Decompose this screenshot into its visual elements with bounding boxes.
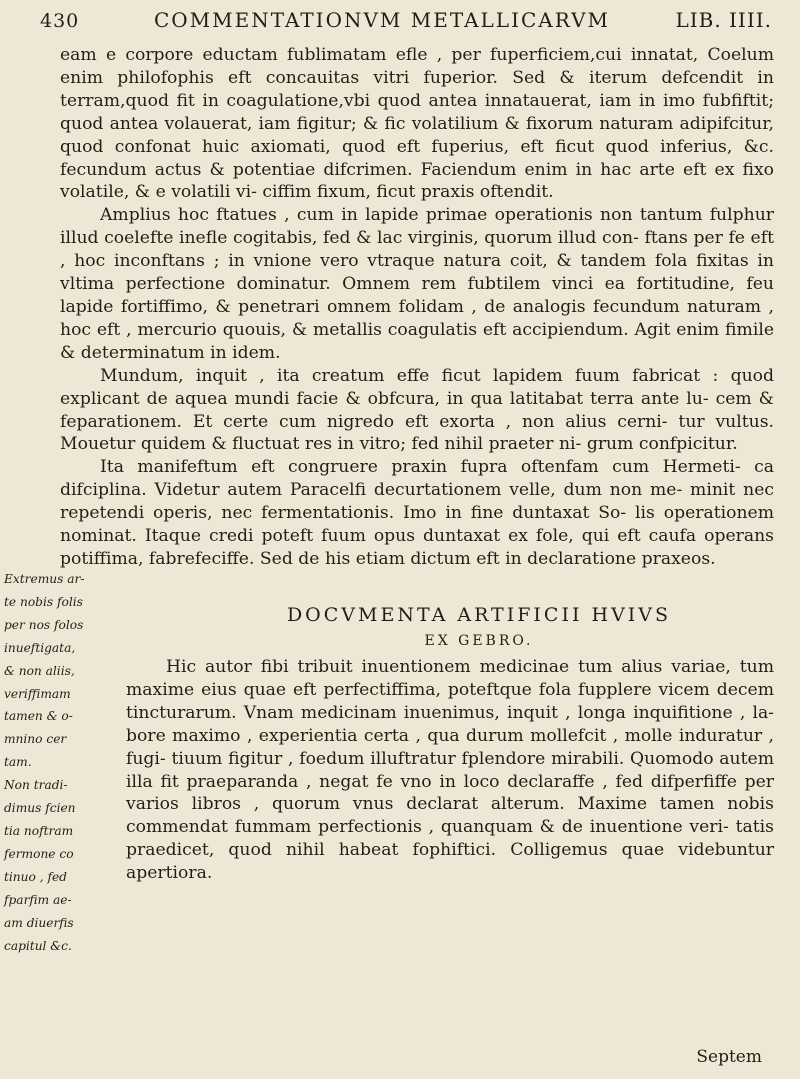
paragraph: Ita manifeftum eft congruere praxin fupra oftenfam cum Hermeti- ca difciplina. Videtur autem Paracelfi decurtationem velle, dum non me- minit nec repetendi operis, nec fermentationis. Imo in fine duntaxat So- lis operationem nominat. Itaque credi poteft fuum opus duntaxat ex fole, qui eft caufa operans potiffima, fabrefeciffe. Sed de his etiam dictum eft in declaratione praxeos.	[60, 457, 774, 569]
margin-note-line: tia noftram	[4, 823, 74, 838]
paragraph: eam e corpore eductam fublimatam efle , per fuperficiem,cui innatat, Coelum enim philofophis eft concauitas vitri fuperior. Sed & iterum defcendit in terram,quod fit in coagulatione,vbi quod antea innatauerat, iam in imo fubfiftit; quod antea volauerat, iam figitur; & fic volatilium & fixorum naturam adipifcitur, quod confonat huic axiomati, quod eft fuperius, eft ficut quod inferius, &c. fecundum actus & potentiae difcrimen. Faciendum enim in hac arte eft ex fixo volatile, & e volatili vi- ciffim fixum, ficut praxis oftendit.	[60, 45, 774, 203]
margin-note-line: te nobis folis	[4, 594, 83, 609]
margin-note-line: inueftigata,	[4, 640, 76, 655]
margin-note-line: Extremus ar-	[4, 572, 85, 586]
margin-note-line: & non aliis,	[4, 663, 75, 678]
section-text	[126, 656, 774, 885]
main-text	[60, 44, 774, 571]
margin-note-line: tamen & o-	[4, 709, 73, 724]
catchword: Septem	[696, 1047, 762, 1067]
book-number: LIB. IIII.	[675, 8, 772, 32]
margin-note-line: capitul &c.	[4, 938, 72, 953]
section-subheading: EX GEBRO.	[424, 633, 534, 649]
margin-note-line: fparfim ae-	[4, 892, 72, 907]
margin-note-line: Non tradi-	[4, 778, 68, 793]
margin-note-line: tam.	[4, 755, 32, 770]
section-heading: DOCVMENTA ARTIFICII HVIVS	[286, 604, 672, 626]
margin-note-line: am diuerfis	[4, 915, 74, 930]
running-header	[40, 8, 772, 38]
margin-note-line: per nos folos	[4, 617, 84, 632]
margin-note-line: veriffimam	[4, 686, 71, 701]
running-title: COMMENTATIONVM METALLICARVM	[153, 8, 610, 32]
paragraph: Mundum, inquit , ita creatum effe ficut lapidem fuum fabricat : quod explicant de aquea mundi facie & obfcura, in qua latitabat terra ante lu- cem & feparationem. Et certe cum nigredo eft exorta , non alius cerni- tur vultus. Mouetur quidem & fluctuat res in vitro; fed nihil praeter ni- grum confpicitur.	[60, 365, 774, 455]
margin-note-line: mnino cer	[4, 732, 67, 747]
margin-note-line: tinuo , fed	[4, 869, 67, 884]
margin-note-line: dimus fcien	[4, 801, 76, 816]
paragraph: Hic autor fibi tribuit inuentionem medicinae tum alius variae, tum maxime eius quae eft perfectiffima, poteftque fola fupplere vicem decem tincturarum. Vnam medicinam inuenimus, inquit , longa inquifitione , la- bore maximo , experientia certa , qua durum mollefcit , molle induratur , fugi- tiuum figitur , foedum illuftratur fplendore mirabili. Quomodo autem illa fit praeparanda , negat fe vno in loco declaraffe , fed difperfiffe per varios libros , quorum vnus declarat alterum. Maxime tamen nobis commendat fummam perfectionis , quanquam & de inuentione veri- tatis praedicet, quod nihil habeat fophiftici. Colligemus quae videbuntur apertiora.	[126, 657, 774, 884]
paragraph: Amplius hoc ftatues , cum in lapide primae operationis non tantum fulphur illud coelefte inefle cogitabis, fed & lac virginis, quorum illud con- ftans per fe eft , hoc inconftans ; in vnione vero vtraque natura coit, & tandem fola fixitas in vltima perfectione dominatur. Omnem rem fubtilem vinci ea fortitudine, feu lapide fortiffimo, & penetrari omnem folidam , de analogis fecundum naturam , hoc eft , mercurio quouis, & metallis coagulatis eft accipiendum. Agit enim fimile & determinatum in idem.	[60, 205, 774, 363]
margin-note-line: fermone co	[4, 846, 74, 861]
margin-note	[4, 568, 126, 957]
page-number: 430	[40, 10, 80, 32]
